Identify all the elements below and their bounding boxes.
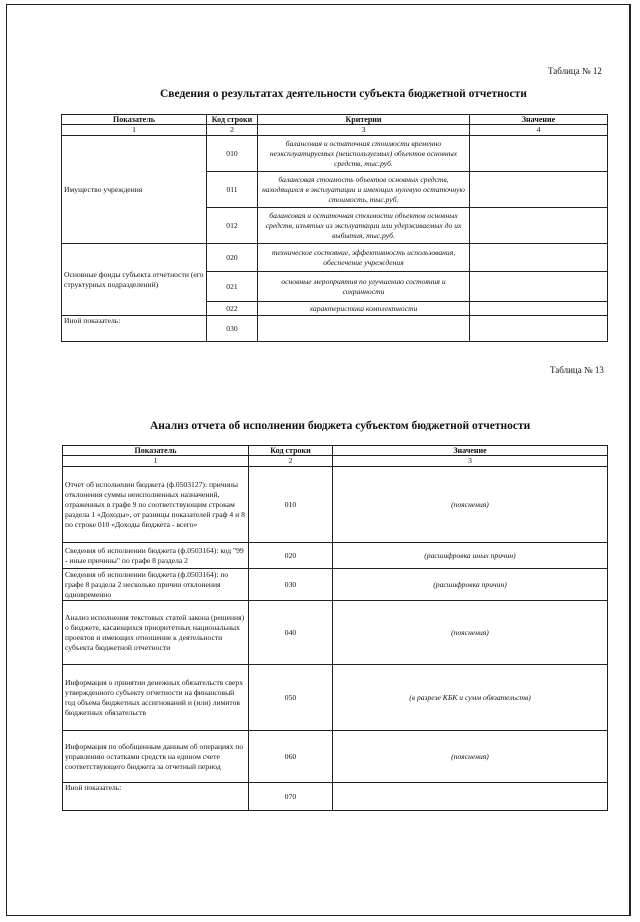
value-cell[interactable] (470, 136, 608, 172)
value-cell[interactable] (470, 302, 608, 316)
table12-header-row (62, 115, 608, 125)
indicator-cell: Анализ исполнения текстовых статей закона (решения) о бюджете, касающихся приоритетных национальных проектов и имеющих отношение к деятельности субъекта бюджетной отчетности (63, 601, 249, 665)
colnum: 1 (62, 125, 207, 136)
code-cell: 070 (249, 783, 333, 811)
code-cell: 030 (249, 569, 333, 601)
criteria-cell: техническое состояние, эффективность использования, обеспечение учреждения (258, 244, 470, 272)
value-cell[interactable]: (пояснения) (333, 731, 608, 783)
code-cell: 022 (207, 302, 258, 316)
table12 (61, 114, 608, 342)
indicator-cell: Информация по обобщенным данным об операциях по управлению остатками средств на едином счете соответствующего бюджета за отчетный период (63, 731, 249, 783)
value-cell[interactable] (470, 208, 608, 244)
table12-title: Сведения о результатах деятельности субъекта бюджетной отчетности (160, 88, 527, 100)
indicator-cell: Имущество учреждения (62, 136, 207, 244)
colnum: 1 (63, 456, 249, 467)
code-cell: 030 (207, 316, 258, 342)
value-cell[interactable]: (расшифровка иных причин) (333, 543, 608, 569)
table-row (62, 136, 608, 172)
indicator-cell: Сведения об исполнении бюджета (ф.0503164): код "99 - иные причины" по графе 8 раздела 2 (63, 543, 249, 569)
code-cell: 020 (249, 543, 333, 569)
code-cell: 012 (207, 208, 258, 244)
table13-header-code: Код строки (249, 446, 333, 456)
colnum: 2 (249, 456, 333, 467)
table-row (62, 316, 608, 342)
indicator-cell: Иной показатель: (62, 316, 207, 342)
table13-colnum-row (63, 456, 608, 467)
code-cell: 010 (207, 136, 258, 172)
code-cell: 020 (207, 244, 258, 272)
colnum: 3 (333, 456, 608, 467)
table12-header-value: Значение (470, 115, 608, 125)
table12-header-code: Код строки (207, 115, 258, 125)
criteria-cell (258, 316, 470, 342)
value-cell[interactable] (470, 172, 608, 208)
value-cell[interactable]: (пояснения) (333, 601, 608, 665)
criteria-cell: балансовая стоимость объектов основных средств, находящихся в эксплуатации и имеющих нулевую остаточную стоимость, тыс.руб. (258, 172, 470, 208)
code-cell: 010 (249, 467, 333, 543)
value-cell[interactable] (470, 244, 608, 272)
table12-header-indicator: Показатель (62, 115, 207, 125)
criteria-cell: балансовая и остаточная стоимости объектов основных средств, изъятых из эксплуатации или удерживаемых до их выбытия, тыс.руб. (258, 208, 470, 244)
criteria-cell: основные мероприятия по улучшению состояния и сохранности (258, 272, 470, 302)
table-row (63, 665, 608, 731)
table-row (63, 543, 608, 569)
table13-header-value: Значение (333, 446, 608, 456)
code-cell: 021 (207, 272, 258, 302)
indicator-cell: Отчет об исполнении бюджета (ф.0503127): причины отклонения суммы неисполненных назначений, отраженных в графе 9 по соответствующим строкам раздела 1 «Доходы», от разницы показателей граф 4 и 8 по строке 010 «Доходы бюджета - всего» (63, 467, 249, 543)
table-row (63, 783, 608, 811)
value-cell[interactable]: (в разрезе КБК и сумм обязательств) (333, 665, 608, 731)
colnum: 3 (258, 125, 470, 136)
table13-header-indicator: Показатель (63, 446, 249, 456)
table13-title: Анализ отчета об исполнении бюджета субъектом бюджетной отчетности (150, 420, 531, 432)
table-row (63, 731, 608, 783)
code-cell: 011 (207, 172, 258, 208)
table12-colnum-row (62, 125, 608, 136)
table-row (63, 601, 608, 665)
table13-number: Таблица № 13 (550, 365, 604, 375)
table-row (63, 569, 608, 601)
criteria-cell: характеристика комплектности (258, 302, 470, 316)
table-row (63, 467, 608, 543)
criteria-cell: балансовая и остаточная стоимости временно неэксплуатируемых (неиспользуемых) объектов основных средств, тыс.руб. (258, 136, 470, 172)
indicator-cell: Основные фонды субъекта отчетности (его структурных подразделений) (62, 244, 207, 316)
table13 (62, 445, 608, 811)
colnum: 4 (470, 125, 608, 136)
value-cell[interactable] (470, 272, 608, 302)
value-cell[interactable]: (расшифровка причин) (333, 569, 608, 601)
table13-header-row (63, 446, 608, 456)
table12-number: Таблица № 12 (548, 66, 602, 76)
code-cell: 060 (249, 731, 333, 783)
indicator-cell: Иной показатель: (63, 783, 249, 811)
colnum: 2 (207, 125, 258, 136)
indicator-cell: Сведения об исполнении бюджета (ф.0503164): по графе 8 раздела 2 несколько причин отклонения одновременно (63, 569, 249, 601)
value-cell[interactable]: (пояснения) (333, 467, 608, 543)
code-cell: 050 (249, 665, 333, 731)
indicator-cell: Информация о принятии денежных обязательств сверх утвержденного субъекту отчетности на финансовый год объема бюджетных ассигнований и (или) лимитов бюджетных обязательств (63, 665, 249, 731)
value-cell[interactable] (333, 783, 608, 811)
table-row (62, 244, 608, 272)
value-cell[interactable] (470, 316, 608, 342)
code-cell: 040 (249, 601, 333, 665)
table12-header-criteria: Критерии (258, 115, 470, 125)
